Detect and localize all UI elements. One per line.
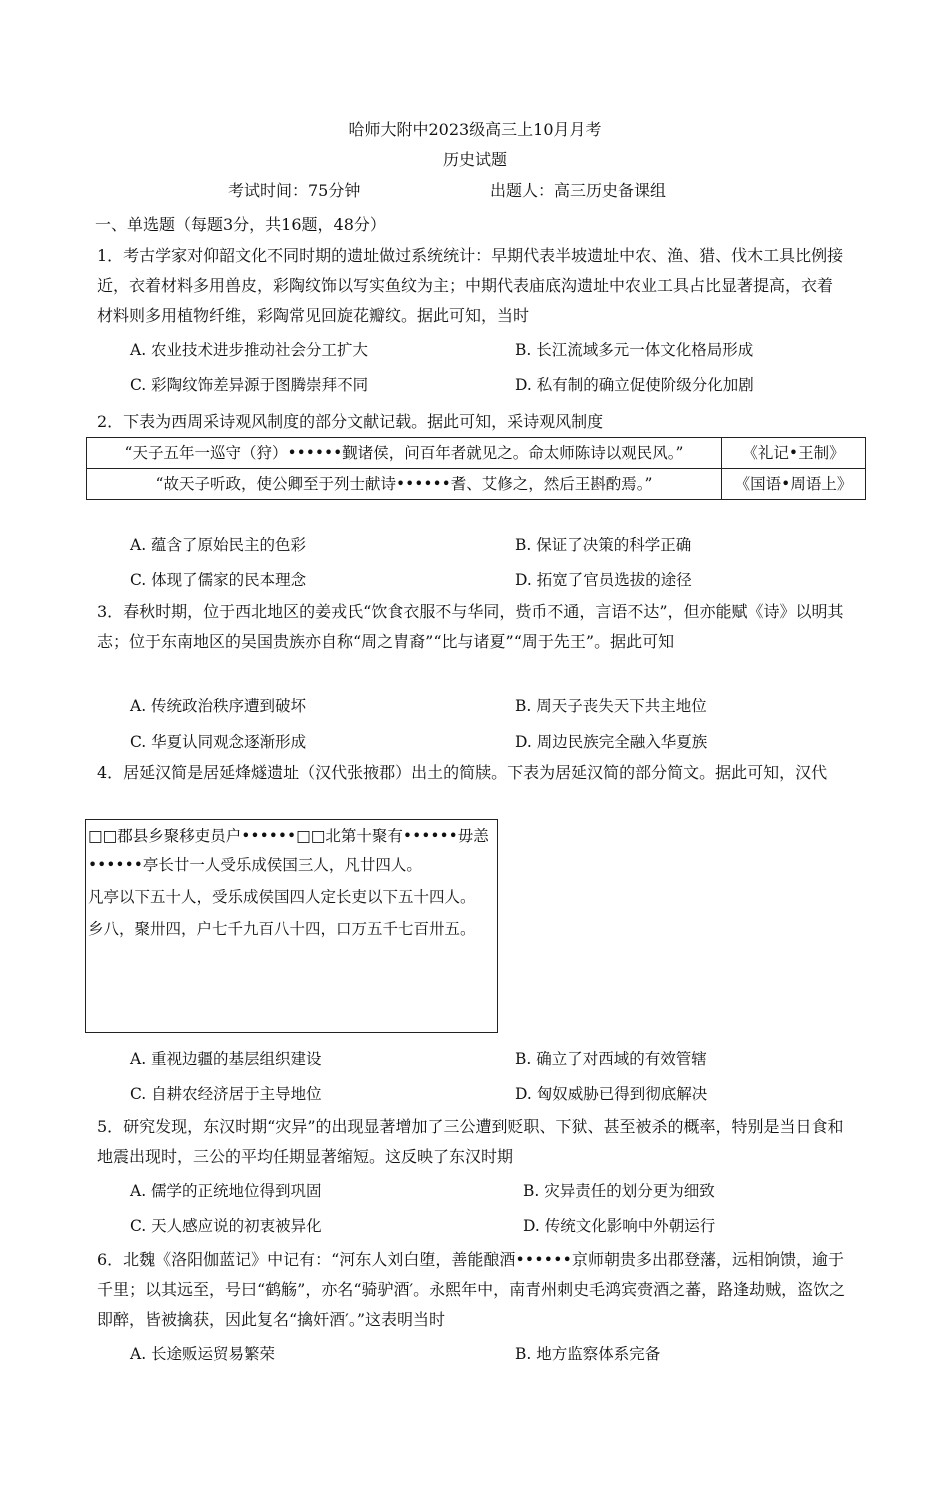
slip-text-1: □□郡县乡聚移吏员户••••••□□北第十聚有••••••毋恙••••••亭长廿一人受乐成侯国三人，凡廿四人。: [88, 827, 489, 874]
table-quote-1: “天子五年一巡守（狩）••••••觐诸侯，问百年者就见之。命太师陈诗以观民风。”: [87, 438, 722, 469]
question-1-option-a[interactable]: A. 农业技术进步推动社会分工扩大: [130, 341, 369, 359]
question-4-option-a[interactable]: A. 重视边疆的基层组织建设: [130, 1050, 322, 1068]
table-row: [87, 469, 866, 500]
exam-title: 哈师大附中2023级高三上10月月考: [348, 120, 602, 139]
question-5-stem: 5．研究发现，东汉时期“灾异”的出现显著增加了三公遭到贬职、下狱、甚至被杀的概率，特别是当日食和地震出现时，三公的平均任期显著缩短。这反映了东汉时期: [97, 1117, 844, 1166]
question-3-option-d[interactable]: D. 周边民族完全融入华夏族: [515, 733, 708, 751]
exam-author: 出题人：高三历史备课组: [490, 181, 667, 200]
question-5-option-d[interactable]: D. 传统文化影响中外朝运行: [523, 1217, 716, 1235]
exam-time: 考试时间：75分钟: [228, 181, 361, 200]
table-source-1: 《礼记•王制》: [722, 438, 866, 469]
source-table: [86, 437, 866, 500]
bamboo-slips-box: [85, 819, 498, 1033]
question-1-option-b[interactable]: B. 长江流域多元一体文化格局形成: [515, 341, 754, 359]
question-2-option-d[interactable]: D. 拓宽了官员选拔的途径: [515, 571, 692, 589]
question-4-option-c[interactable]: C. 自耕农经济居于主导地位: [130, 1085, 322, 1103]
question-1-stem: 1．考古学家对仰韶文化不同时期的遗址做过系统统计：早期代表半坡遗址中农、渔、猎、伐木工具比例接近，衣着材料多用兽皮，彩陶纹饰以写实鱼纹为主；中期代表庙底沟遗址中农业工具占比显著提高，衣着材料则多用植物纤维，彩陶常见回旋花瓣纹。据此可知，当时: [97, 246, 844, 325]
question-5-option-b[interactable]: B. 灾异责任的划分更为细致: [523, 1182, 715, 1200]
question-2-option-c[interactable]: C. 体现了儒家的民本理念: [130, 571, 307, 589]
table-source-2: 《国语•周语上》: [722, 469, 866, 500]
question-3-option-c[interactable]: C. 华夏认同观念逐渐形成: [130, 733, 307, 751]
table-quote-2: “故天子听政，使公卿至于列士献诗••••••耆、艾修之，然后王斟酌焉。”: [87, 469, 722, 500]
question-1-option-c[interactable]: C. 彩陶纹饰差异源于图腾崇拜不同: [130, 376, 369, 394]
question-3-option-b[interactable]: B. 周天子丧失天下共主地位: [515, 697, 707, 715]
slip-text-2: 凡亭以下五十人，受乐成侯国四人定长吏以下五十四人。: [88, 888, 476, 906]
question-6-stem: 6．北魏《洛阳伽蓝记》中记有：“河东人刘白堕，善能酿酒••••••京师朝贵多出郡登藩，远相饷馈，逾于千里；以其远至，号曰“鹤觞”，亦名“骑驴酒′。永熙年中，南青州刺史毛鸿宾赍酒之蕃，路逢劫贼，盗饮之即醉，皆被擒获，因此复名“擒奸酒′。”这表明当时: [97, 1250, 846, 1329]
question-1-option-d[interactable]: D. 私有制的确立促使阶级分化加剧: [515, 376, 754, 394]
question-5-option-a[interactable]: A. 儒学的正统地位得到巩固: [130, 1182, 322, 1200]
question-2-option-a[interactable]: A. 蕴含了原始民主的色彩: [130, 536, 307, 554]
subject-title: 历史试题: [442, 150, 507, 169]
table-row: [87, 438, 866, 469]
question-4-stem: 4．居延汉简是居延烽燧遗址（汉代张掖郡）出土的简牍。下表为居延汉简的部分简文。据此可知，汉代: [97, 763, 828, 782]
slip-text-3: 乡八，聚卅四，户七千九百八十四，口万五千七百卅五。: [88, 920, 476, 938]
question-3-option-a[interactable]: A. 传统政治秩序遭到破坏: [130, 697, 307, 715]
question-2-option-b[interactable]: B. 保证了决策的科学正确: [515, 536, 692, 554]
question-4-option-b[interactable]: B. 确立了对西域的有效管辖: [515, 1050, 707, 1068]
question-2-stem: 2．下表为西周采诗观风制度的部分文献记载。据此可知，采诗观风制度: [97, 412, 604, 431]
question-6-option-b[interactable]: B. 地方监察体系完备: [515, 1345, 661, 1363]
question-6-option-a[interactable]: A. 长途贩运贸易繁荣: [130, 1345, 276, 1363]
section-heading: 一、单选题（每题3分，共16题，48分）: [95, 215, 386, 234]
question-5-option-c[interactable]: C. 天人感应说的初衷被异化: [130, 1217, 322, 1235]
question-4-option-d[interactable]: D. 匈奴威胁已得到彻底解决: [515, 1085, 708, 1103]
question-3-stem: 3．春秋时期，位于西北地区的姜戎氏“饮食衣服不与华同，赀币不通，言语不达”，但亦能赋《诗》以明其志；位于东南地区的吴国贵族亦自称“周之胄裔”“比与诸夏”“周于先王”。据此可知: [97, 602, 844, 651]
